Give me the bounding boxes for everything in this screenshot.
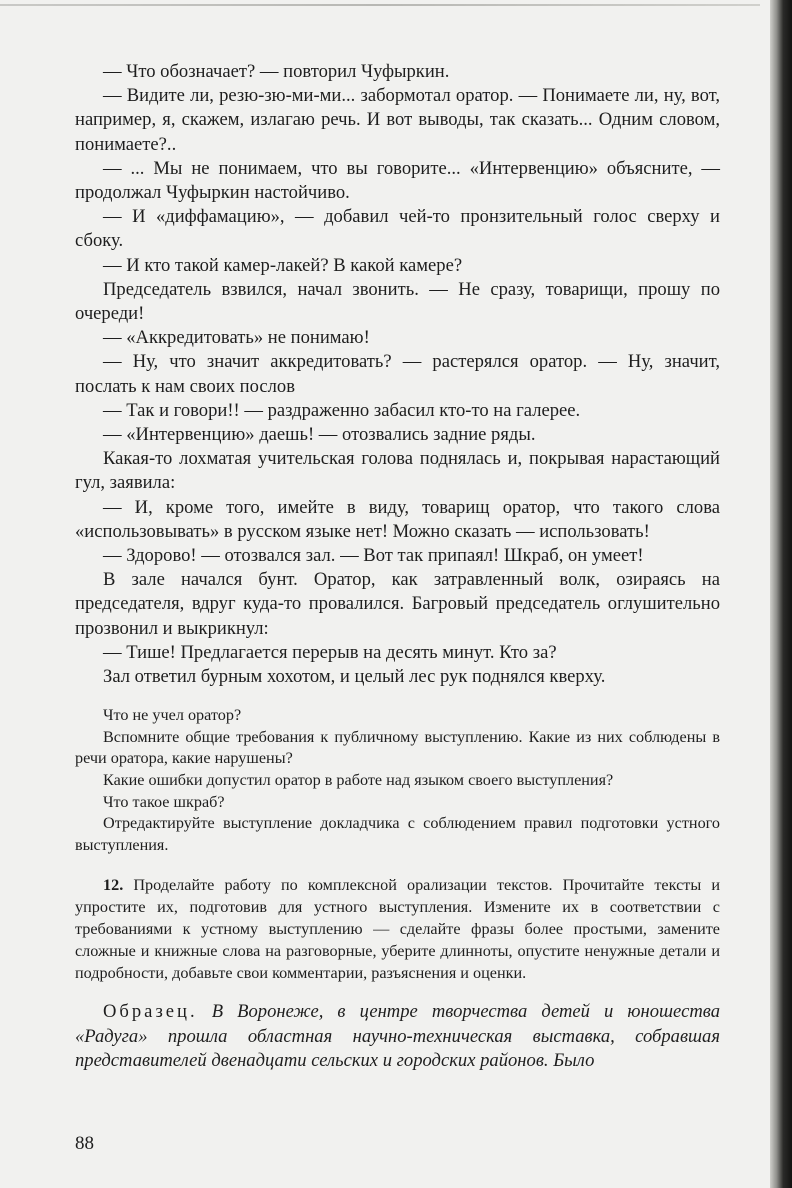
paragraph: — И, кроме того, имейте в виду, товарищ оратор, что такого слова «использовывать» в русском языке нет! Можно сказать — использовать! (75, 496, 720, 542)
paragraph: — Так и говори!! — раздраженно забасил кто-то на галерее. (103, 399, 581, 421)
paragraph: — «Аккредитовать» не понимаю! (103, 327, 370, 349)
exercise-text (75, 875, 720, 984)
sample-text (75, 1000, 720, 1073)
paragraph: — Видите ли, резю-зю-ми-ми... забормотал оратор. — Понимаете ли, ну, вот, например, я, скажем, излагаю речь. И вот выводы, так сказать... Одним словом, понимаете?.. (75, 85, 720, 155)
exercise-number: 12. (103, 876, 124, 895)
paragraph: В зале начался бунт. Оратор, как затравленный волк, озираясь на председателя, вдруг куда-то провалился. Багровый председатель оглушительно прозвонил и выкрикнул: (75, 569, 720, 639)
paragraph: — Ну, что значит аккредитовать? — растерялся оратор. — Ну, значит, послать к нам своих послов (75, 351, 720, 397)
top-rule (0, 4, 760, 6)
page-body (75, 60, 720, 1074)
exercise-12 (75, 875, 720, 984)
sample-lead: Образец. (103, 1001, 198, 1023)
paragraph: Председатель взвился, начал звонить. — Не сразу, товарищи, прошу по очереди! (75, 278, 720, 325)
book-spine-shadow (770, 0, 792, 1188)
paragraph: — ... Мы не понимаем, что вы говорите... «Интервенцию» объясните, — продолжал Чуфыркин настойчиво. (75, 157, 720, 204)
question: Что не учел оратор? (103, 706, 242, 725)
paragraph: — И «диффамацию», — добавил чей-то пронзительный голос сверху и сбоку. (75, 206, 720, 252)
paragraph: Какая-то лохматая учительская голова поднялась и, покрывая нарастающий гул, заявила: (75, 448, 720, 494)
paragraph: — Что обозначает? — повторил Чуфыркин. (103, 61, 450, 82)
question: Отредактируйте выступление докладчика с соблюдением правил подготовки устного выступления. (75, 814, 720, 854)
question: Вспомните общие требования к публичному выступлению. Какие из них соблюдены в речи оратора, какие нарушены? (75, 727, 720, 768)
paragraph: — «Интервенцию» даешь! — отозвались задние ряды. (103, 424, 536, 446)
sample-body: В Воронеже, в центре творчества детей и юношества «Радуга» прошла областная научно-техническая выставка, собравшая представителей двенадцати сельских и городских районов. Было (75, 1001, 720, 1072)
dialogue-section (75, 60, 720, 689)
paragraph: — И кто такой камер-лакей? В какой камере? (103, 254, 463, 276)
paragraph: Зал ответил бурным хохотом, и целый лес рук поднялся кверху. (103, 666, 606, 688)
sample-section (75, 1000, 720, 1073)
paragraph: — Здорово! — отозвался зал. — Вот так припаял! Шкраб, он умеет! (103, 545, 644, 567)
questions-section (75, 705, 720, 856)
page-number: 88 (75, 1133, 94, 1154)
exercise-body: Проделайте работу по комплексной орализации текстов. Прочитайте тексты и упростите их, подготовив для устного выступления. Измените их в соответствии с требованиями к устному выступлению — сделайте фразы более простыми, замените сложные и книжные слова на разговорные, уберите длинноты, опустите ненужные детали и подробности, добавьте свои комментарии, разъяснения и оценки. (75, 876, 720, 982)
paragraph: — Тише! Предлагается перерыв на десять минут. Кто за? (103, 641, 557, 663)
question: Какие ошибки допустил оратор в работе над языком своего выступления? (103, 771, 614, 790)
question: Что такое шкраб? (103, 792, 225, 811)
